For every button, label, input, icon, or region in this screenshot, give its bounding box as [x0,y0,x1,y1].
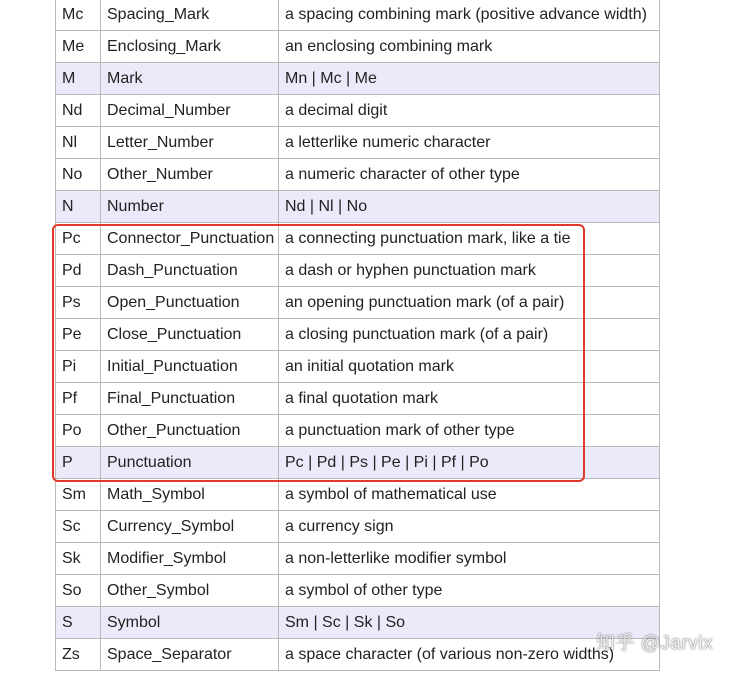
category-code-cell: Pi [56,351,101,383]
table-row [56,223,660,255]
category-description-cell: a decimal digit [279,95,660,127]
category-description-cell: a closing punctuation mark (of a pair) [279,319,660,351]
category-name-cell: Final_Punctuation [101,383,279,415]
category-code-cell: N [56,191,101,223]
category-code-cell: Ps [56,287,101,319]
table-row [56,191,660,223]
table-row [56,607,660,639]
category-description-cell: Nd | Nl | No [279,191,660,223]
category-table-wrapper [55,0,659,671]
category-code-cell: No [56,159,101,191]
table-row [56,415,660,447]
category-code-cell: S [56,607,101,639]
table-row [56,319,660,351]
table-row [56,63,660,95]
table-row [56,95,660,127]
table-row [56,255,660,287]
category-code-cell: Po [56,415,101,447]
category-name-cell: Decimal_Number [101,95,279,127]
table-row [56,543,660,575]
category-code-cell: Pe [56,319,101,351]
category-description-cell: a non-letterlike modifier symbol [279,543,660,575]
category-description-cell: a punctuation mark of other type [279,415,660,447]
category-code-cell: Me [56,31,101,63]
category-code-cell: Pf [56,383,101,415]
category-name-cell: Space_Separator [101,639,279,671]
table-body [56,0,660,671]
category-description-cell: Pc | Pd | Ps | Pe | Pi | Pf | Po [279,447,660,479]
category-name-cell: Number [101,191,279,223]
category-code-cell: M [56,63,101,95]
category-name-cell: Symbol [101,607,279,639]
category-name-cell: Modifier_Symbol [101,543,279,575]
category-description-cell: an initial quotation mark [279,351,660,383]
category-description-cell: an opening punctuation mark (of a pair) [279,287,660,319]
category-code-cell: Nd [56,95,101,127]
category-description-cell: Sm | Sc | Sk | So [279,607,660,639]
table-row [56,479,660,511]
category-description-cell: a symbol of other type [279,575,660,607]
table-row [56,575,660,607]
table-row [56,511,660,543]
category-name-cell: Other_Symbol [101,575,279,607]
category-name-cell: Spacing_Mark [101,0,279,31]
category-code-cell: Mc [56,0,101,31]
category-name-cell: Other_Number [101,159,279,191]
category-name-cell: Other_Punctuation [101,415,279,447]
category-description-cell: an enclosing combining mark [279,31,660,63]
category-description-cell: a spacing combining mark (positive advance width) [279,0,660,31]
category-description-cell: a letterlike numeric character [279,127,660,159]
category-code-cell: Nl [56,127,101,159]
category-description-cell: a connecting punctuation mark, like a tie [279,223,660,255]
category-code-cell: P [56,447,101,479]
category-name-cell: Currency_Symbol [101,511,279,543]
category-name-cell: Enclosing_Mark [101,31,279,63]
table-row [56,159,660,191]
watermark: 知乎 @Jarvix [595,633,713,654]
category-description-cell: a symbol of mathematical use [279,479,660,511]
category-description-cell: a numeric character of other type [279,159,660,191]
table-row [56,383,660,415]
category-name-cell: Open_Punctuation [101,287,279,319]
category-description-cell: a final quotation mark [279,383,660,415]
category-description-cell: a currency sign [279,511,660,543]
category-description-cell: Mn | Mc | Me [279,63,660,95]
table-row [56,287,660,319]
category-code-cell: Pd [56,255,101,287]
category-name-cell: Punctuation [101,447,279,479]
category-name-cell: Dash_Punctuation [101,255,279,287]
category-code-cell: Sm [56,479,101,511]
table-row [56,0,660,31]
category-name-cell: Connector_Punctuation [101,223,279,255]
category-description-cell: a space character (of various non-zero widths) [279,639,660,671]
category-code-cell: Sk [56,543,101,575]
table-row [56,127,660,159]
category-name-cell: Initial_Punctuation [101,351,279,383]
category-code-cell: So [56,575,101,607]
category-code-cell: Sc [56,511,101,543]
unicode-category-table [55,0,660,671]
category-code-cell: Zs [56,639,101,671]
category-name-cell: Math_Symbol [101,479,279,511]
table-row [56,31,660,63]
category-name-cell: Close_Punctuation [101,319,279,351]
table-row [56,639,660,671]
table-row [56,447,660,479]
category-code-cell: Pc [56,223,101,255]
category-description-cell: a dash or hyphen punctuation mark [279,255,660,287]
category-name-cell: Letter_Number [101,127,279,159]
table-row [56,351,660,383]
category-name-cell: Mark [101,63,279,95]
